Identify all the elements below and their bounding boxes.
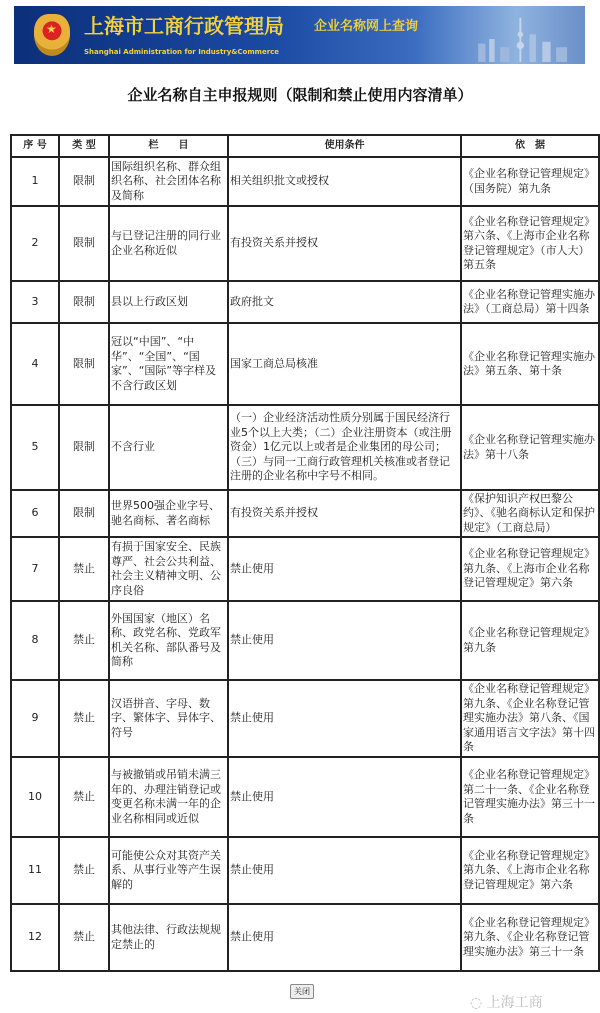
header-no: 序 号 bbox=[11, 135, 59, 157]
row-basis: 《企业名称登记管理实施办法》第五条、第十条 bbox=[461, 323, 599, 405]
table-row bbox=[11, 323, 599, 405]
header-type: 类 型 bbox=[59, 135, 109, 157]
table-row bbox=[11, 904, 599, 971]
row-number: 7 bbox=[11, 537, 59, 601]
row-condition: （一）企业经济活动性质分别属于国民经济行业5个以上大类；（二）企业注册资本（或注册资金）1亿元以上或者是企业集团的母公司；（三）与同一工商行政管理机关核准或者登记注册的企业名称中字号不相同。 bbox=[228, 405, 461, 490]
header-item: 栏 目 bbox=[109, 135, 228, 157]
table-row bbox=[11, 206, 599, 281]
row-item: 国际组织名称、群众组织名称、社会团体名称及简称 bbox=[109, 157, 228, 206]
row-basis: 《企业名称登记管理规定》第九条、《企业名称登记管理实施办法》第八条、《国家通用语言文字法》第十四条 bbox=[461, 680, 599, 757]
row-basis: 《企业名称登记管理实施办法》（工商总局）第十四条 bbox=[461, 281, 599, 323]
row-number: 9 bbox=[11, 680, 59, 757]
row-type: 禁止 bbox=[59, 757, 109, 837]
row-item: 汉语拼音、字母、数字、繁体字、异体字、符号 bbox=[109, 680, 228, 757]
row-number: 6 bbox=[11, 490, 59, 537]
emblem-icon: ★ bbox=[34, 14, 70, 56]
row-number: 8 bbox=[11, 601, 59, 680]
row-number: 10 bbox=[11, 757, 59, 837]
table-row bbox=[11, 680, 599, 757]
row-type: 限制 bbox=[59, 405, 109, 490]
row-number: 11 bbox=[11, 837, 59, 904]
row-item: 与被撤销或吊销未满三年的、办理注销登记或变更名称未满一年的企业名称相同或近似 bbox=[109, 757, 228, 837]
row-basis: 《保护知识产权巴黎公约》、《驰名商标认定和保护规定》（工商总局） bbox=[461, 490, 599, 537]
watermark bbox=[470, 992, 543, 1012]
table-row bbox=[11, 837, 599, 904]
table-row bbox=[11, 601, 599, 680]
row-basis: 《企业名称登记管理规定》第九条、《上海市企业名称登记管理规定》第六条 bbox=[461, 537, 599, 601]
row-condition: 政府批文 bbox=[228, 281, 461, 323]
row-type: 禁止 bbox=[59, 537, 109, 601]
table-row bbox=[11, 281, 599, 323]
row-number: 5 bbox=[11, 405, 59, 490]
row-type: 禁止 bbox=[59, 904, 109, 971]
row-basis: 《企业名称登记管理规定》第九条、《企业名称登记管理实施办法》第三十一条 bbox=[461, 904, 599, 971]
row-item: 县以上行政区划 bbox=[109, 281, 228, 323]
table-row bbox=[11, 757, 599, 837]
header-banner bbox=[14, 6, 585, 64]
watermark-text: 上海工商 bbox=[486, 995, 543, 1011]
row-condition: 禁止使用 bbox=[228, 680, 461, 757]
skyline-icon bbox=[469, 14, 579, 64]
row-basis: 《企业名称登记管理规定》第二十一条、《企业名称登记管理实施办法》第三十一条 bbox=[461, 757, 599, 837]
close-button[interactable]: 关闭 bbox=[290, 984, 314, 999]
table-row bbox=[11, 537, 599, 601]
row-condition: 禁止使用 bbox=[228, 757, 461, 837]
row-item: 与已登记注册的同行业企业名称近似 bbox=[109, 206, 228, 281]
row-item: 可能使公众对其资产关系、从事行业等产生误解的 bbox=[109, 837, 228, 904]
row-condition: 禁止使用 bbox=[228, 904, 461, 971]
row-item: 世界500强企业字号、驰名商标、著名商标 bbox=[109, 490, 228, 537]
page-title: 企业名称自主申报规则（限制和禁止使用内容清单） bbox=[127, 86, 473, 104]
row-type: 限制 bbox=[59, 206, 109, 281]
table-row bbox=[11, 490, 599, 537]
row-basis: 《企业名称登记管理规定》第九条 bbox=[461, 601, 599, 680]
row-item: 有损于国家安全、民族尊严、社会公共利益、社会主义精神文明、公序良俗 bbox=[109, 537, 228, 601]
rules-table bbox=[10, 134, 600, 972]
table-header-row bbox=[11, 135, 599, 157]
row-number: 2 bbox=[11, 206, 59, 281]
row-number: 1 bbox=[11, 157, 59, 206]
row-type: 限制 bbox=[59, 281, 109, 323]
header-condition: 使用条件 bbox=[228, 135, 461, 157]
row-item: 不含行业 bbox=[109, 405, 228, 490]
row-basis: 《企业名称登记管理实施办法》第十八条 bbox=[461, 405, 599, 490]
banner-title: 上海市工商行政管理局 bbox=[84, 14, 284, 38]
row-item: 外国国家（地区）名称、政党名称、党政军机关名称、部队番号及简称 bbox=[109, 601, 228, 680]
row-condition: 禁止使用 bbox=[228, 601, 461, 680]
banner-english: Shanghai Administration for Industry&Commerce bbox=[84, 48, 280, 56]
row-condition: 有投资关系并授权 bbox=[228, 206, 461, 281]
banner-subtitle: 企业名称网上查询 bbox=[314, 19, 419, 34]
row-basis: 《企业名称登记管理规定》（国务院）第九条 bbox=[461, 157, 599, 206]
row-number: 3 bbox=[11, 281, 59, 323]
row-type: 禁止 bbox=[59, 837, 109, 904]
row-type: 禁止 bbox=[59, 680, 109, 757]
row-basis: 《企业名称登记管理规定》第九条、《上海市企业名称登记管理规定》第六条 bbox=[461, 837, 599, 904]
row-number: 4 bbox=[11, 323, 59, 405]
row-basis: 《企业名称登记管理规定》第六条、《上海市企业名称登记管理规定》（市人大）第五条 bbox=[461, 206, 599, 281]
row-type: 限制 bbox=[59, 157, 109, 206]
row-condition: 国家工商总局核准 bbox=[228, 323, 461, 405]
row-type: 禁止 bbox=[59, 601, 109, 680]
row-condition: 有投资关系并授权 bbox=[228, 490, 461, 537]
row-number: 12 bbox=[11, 904, 59, 971]
row-condition: 相关组织批文或授权 bbox=[228, 157, 461, 206]
table-row bbox=[11, 157, 599, 206]
row-condition: 禁止使用 bbox=[228, 837, 461, 904]
wechat-icon: ◌ bbox=[470, 995, 487, 1011]
header-basis: 依 据 bbox=[461, 135, 599, 157]
row-item: 其他法律、行政法规规定禁止的 bbox=[109, 904, 228, 971]
row-type: 限制 bbox=[59, 323, 109, 405]
table-row bbox=[11, 405, 599, 490]
row-item: 冠以“中国”、“中华”、“全国”、“国家”、“国际”等字样及不含行政区划 bbox=[109, 323, 228, 405]
row-type: 限制 bbox=[59, 490, 109, 537]
row-condition: 禁止使用 bbox=[228, 537, 461, 601]
